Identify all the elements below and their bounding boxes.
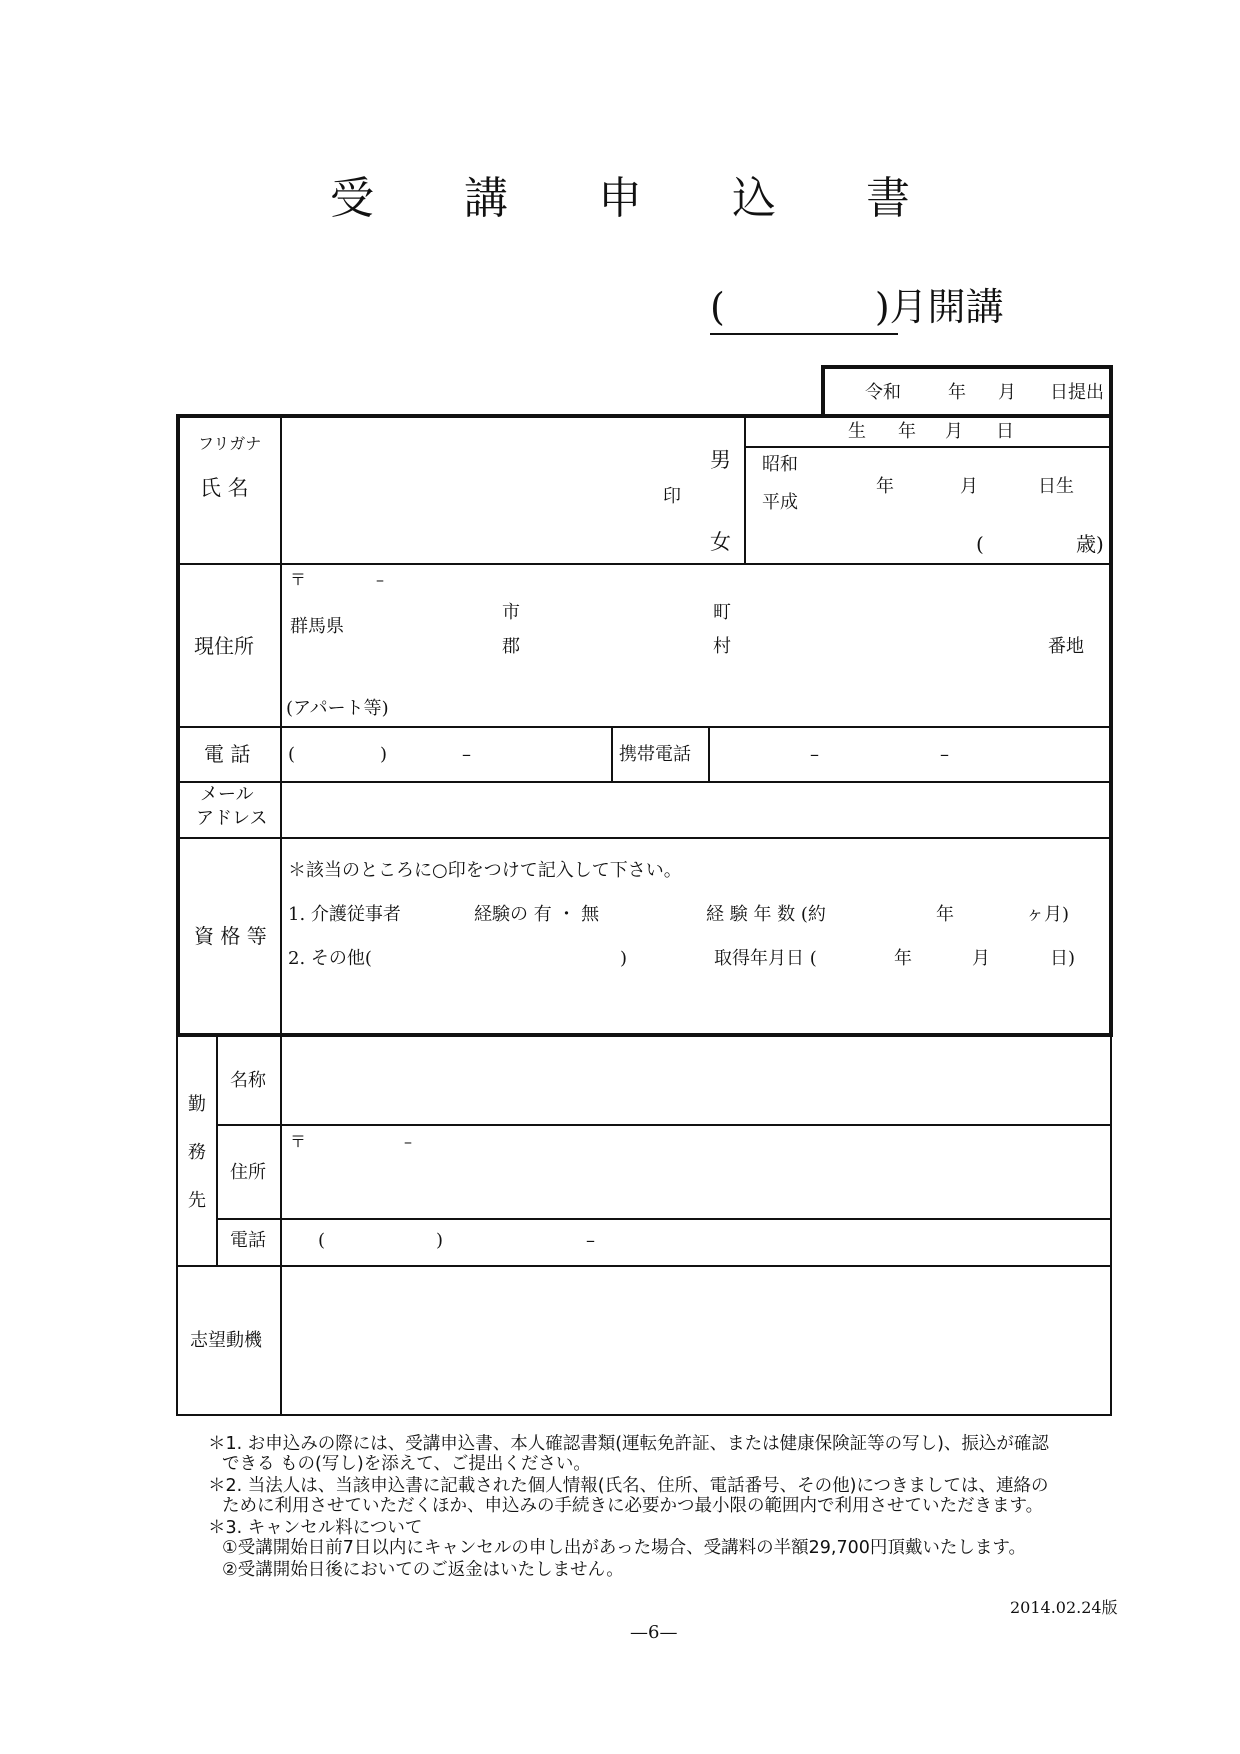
title-char: 講 [464,173,508,224]
qual-item1-year-unit: 年 [936,904,954,925]
phone-open: ( [288,744,296,765]
workplace-name-input[interactable] [284,1040,1108,1122]
workplace-name-label: 名称 [230,1070,266,1091]
mobile-dash-1: – [810,744,819,765]
workplace-phone-close: ) [436,1230,444,1251]
workplace-phone-open: ( [318,1230,326,1251]
address-input[interactable] [284,568,1108,724]
submit-month-unit: 月 [998,382,1016,403]
birth-header-2: 年 [898,421,916,442]
phone-input[interactable] [284,730,608,780]
era-heisei[interactable]: 平成 [762,492,798,513]
birth-header-4: 日 [996,421,1014,442]
city-unit: 市 [502,602,520,623]
workplace-address-label: 住所 [230,1162,266,1183]
note-3-item-2: ②受講開始日後においてのご返金はいたしません。 [222,1560,624,1580]
lot-unit: 番地 [1048,636,1084,657]
qual-item1-exp[interactable]: 経験の 有 ・ 無 [474,904,600,925]
qual-item2-day: 日) [1050,948,1076,969]
page-title [0,162,1240,226]
phone-label: 電 話 [204,742,251,766]
age-open: ( [976,532,984,556]
email-label-2: アドレス [196,808,268,829]
qual-item2-label: 2. その他( [288,948,372,969]
age-close: 歳) [1076,532,1104,556]
workplace-address-input[interactable] [284,1128,1108,1216]
qualifications-instruction: ＊該当のところに○印をつけて記入して下さい。 [288,860,682,881]
submit-era: 令和 [865,382,901,403]
postal-dash: – [376,570,384,589]
page-number: —6— [630,1622,678,1643]
title-char: 受 [330,173,374,224]
workplace-char-1: 勤 [188,1094,206,1115]
note-1: ＊1. お申込みの際には、受講申込書、本人確認書類(運転免許証、または健康保険証等の写し)、振込が確認 [208,1434,1049,1454]
version-label: 2014.02.24版 [1010,1598,1118,1617]
seal-mark: 印 [663,486,681,507]
mobile-dash-2: – [940,744,949,765]
workplace-phone-input[interactable] [284,1222,1108,1263]
note-1-cont: できる もの(写し)を添えて、ご提出ください。 [222,1454,591,1474]
note-2: ＊2. 当法人は、当該申込書に記載された個人情報(氏名、住所、電話番号、その他)につきましては、連絡の [208,1476,1049,1496]
gender-female[interactable]: 女 [710,530,731,554]
town-unit: 町 [713,602,731,623]
title-char: 書 [866,173,910,224]
workplace-postal-dash: – [404,1132,412,1151]
note-3: ＊3. キャンセル料について [208,1518,423,1538]
course-month [710,285,1004,329]
qual-item1-label: 1. 介護従事者 [288,904,401,925]
workplace-phone-label: 電話 [230,1230,266,1251]
motivation-label: 志望動機 [190,1330,262,1351]
note-3-item-1: ①受講開始日前7日以内にキャンセルの申し出があった場合、受講料の半額29,700円頂戴いたします。 [222,1538,1026,1558]
mobile-input[interactable] [712,730,1108,780]
qual-item2-close: ) [620,948,628,969]
village-unit: 村 [713,636,731,657]
title-char: 申 [598,173,642,224]
note-2-cont: ために利用させていただくほか、申込みの手続きに必要かつ最小限の範囲内で利用させていただきます。 [222,1496,1044,1516]
qual-item1-years: 経 験 年 数 (約 [706,904,826,925]
birth-header-3: 月 [945,421,963,442]
month-open-paren: ( [710,285,725,329]
apartment-label: (アパート等) [286,698,389,719]
birth-year-unit: 年 [876,476,894,497]
furigana-label: フリガナ [198,434,262,453]
phone-close: ) [380,744,388,765]
qual-item2-date: 取得年月日 ( [714,948,817,969]
birth-header-1: 生 [848,421,866,442]
name-label: 氏 名 [200,476,249,500]
address-label: 現住所 [194,634,254,658]
mobile-label: 携帯電話 [619,744,691,765]
month-close-paren: ) [874,285,890,329]
qual-item2-month: 月 [972,948,990,969]
email-label-1: メール [200,784,254,805]
prefecture: 群馬県 [290,616,344,637]
phone-dash: – [462,744,471,765]
name-input[interactable] [284,420,664,560]
submit-day-unit: 日提出 [1050,382,1104,403]
qualifications-label: 資 格 等 [194,924,267,948]
month-underline [710,333,898,335]
email-input[interactable] [284,785,1108,835]
workplace-phone-dash: – [586,1230,595,1251]
month-label: 月開講 [889,285,1004,329]
postal-mark: 〒 [290,570,307,589]
workplace-char-2: 務 [188,1142,206,1163]
district-unit: 郡 [502,636,520,657]
qual-item1-month-unit: ヶ月) [1026,904,1070,925]
qual-item2-year: 年 [894,948,912,969]
workplace-char-3: 先 [188,1190,206,1211]
title-char: 込 [732,173,776,224]
gender-male[interactable]: 男 [710,448,731,472]
era-showa[interactable]: 昭和 [762,454,798,475]
workplace-postal-mark: 〒 [290,1132,307,1151]
motivation-input[interactable] [284,1270,1108,1412]
birth-month-unit: 月 [960,476,978,497]
submit-year-unit: 年 [948,382,966,403]
birth-day-unit: 日生 [1038,476,1074,497]
